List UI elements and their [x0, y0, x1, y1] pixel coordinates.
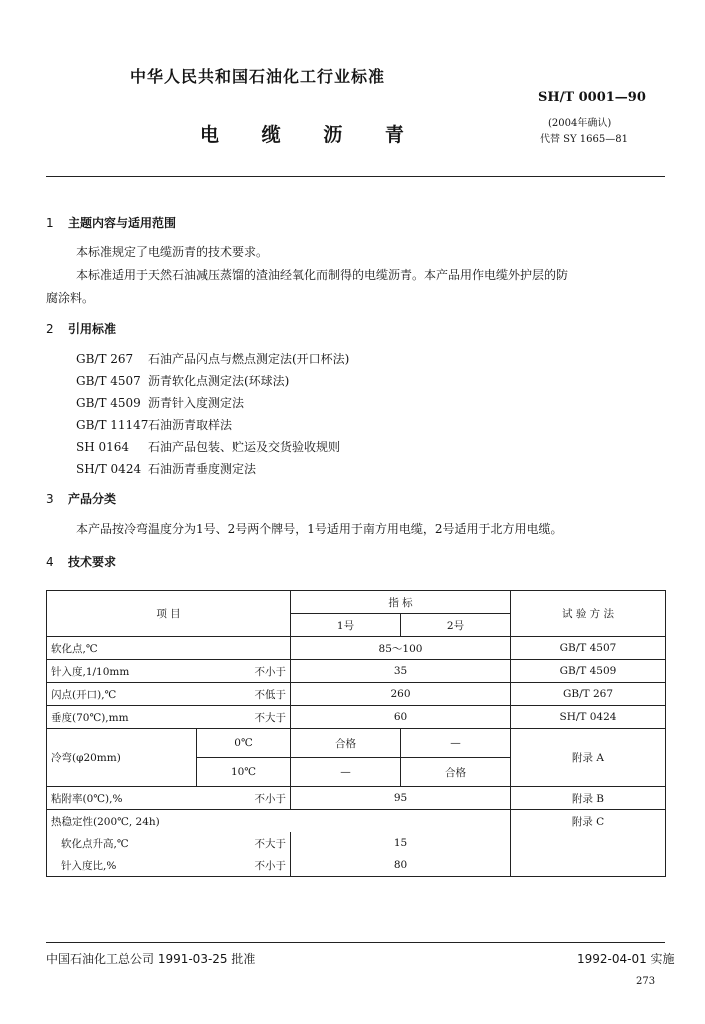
header-grade-2: 2号 — [401, 614, 511, 637]
bend-temperature: 0℃ — [197, 729, 291, 758]
item-name: 软化点升高,℃ — [47, 832, 197, 854]
index-value: 95 — [291, 787, 511, 810]
test-method: 附录 A — [511, 729, 666, 787]
standard-code: SH/T 0001—90 — [538, 90, 646, 105]
table-row — [47, 832, 666, 854]
reference-code: GB/T 11147 — [76, 418, 149, 432]
technical-requirements-table — [46, 590, 666, 877]
reference-item — [76, 372, 289, 389]
section-number: 3 — [46, 492, 54, 506]
header-item: 项 目 — [47, 591, 291, 637]
header-grade-1: 1号 — [291, 614, 401, 637]
reference-code: SH 0164 — [76, 440, 130, 454]
grade-1-value: 合格 — [291, 729, 401, 758]
grade-1-value: — — [291, 758, 401, 787]
standard-organization: 中华人民共和国石油化工行业标准 — [130, 67, 386, 86]
document-title: 电 缆 沥 青 — [200, 124, 422, 146]
reference-code: GB/T 4509 — [76, 396, 141, 410]
item-name: 针入度,1/10mm — [47, 660, 197, 683]
paragraph: 本标准适用于天然石油减压蒸馏的渣油经氧化而制得的电缆沥青。本产品用作电缆外护层的防 — [76, 268, 569, 282]
reference-title: 沥青软化点测定法(环球法) — [148, 374, 290, 388]
section-number: 2 — [46, 322, 54, 336]
item-name: 垂度(70℃),mm — [47, 706, 197, 729]
paragraph-continuation: 腐涂料。 — [46, 291, 95, 305]
section-title: 主题内容与适用范围 — [68, 216, 177, 230]
table-row — [47, 683, 666, 706]
section-2-heading — [46, 320, 116, 337]
test-method: GB/T 4509 — [511, 660, 666, 683]
section-3-heading — [46, 490, 116, 507]
test-method: SH/T 0424 — [511, 706, 666, 729]
section-number: 1 — [46, 216, 54, 230]
implementation-note: 1992-04-01 实施 — [577, 952, 675, 966]
section-title: 产品分类 — [68, 492, 117, 506]
reference-title: 石油沥青取样法 — [148, 418, 233, 432]
replaces-note: 代替 SY 1665—81 — [540, 134, 628, 145]
table-row — [47, 787, 666, 810]
item-condition: 不小于 — [197, 660, 291, 683]
section-1-heading — [46, 214, 176, 231]
index-value: 80 — [291, 854, 511, 877]
item-condition: 不大于 — [197, 832, 291, 854]
reference-item — [76, 460, 256, 477]
item-condition: 不小于 — [197, 854, 291, 877]
reference-title: 石油沥青垂度测定法 — [148, 462, 257, 476]
grade-2-value: — — [401, 729, 511, 758]
item-condition: 不小于 — [197, 787, 291, 810]
item-condition: 不大于 — [197, 706, 291, 729]
header-index: 指 标 — [291, 591, 511, 614]
test-method: 附录 B — [511, 787, 666, 810]
index-value: 85～100 — [291, 637, 511, 660]
table-row — [47, 637, 666, 660]
table-row — [47, 729, 666, 758]
reference-title: 石油产品闪点与燃点测定法(开口杯法) — [148, 352, 350, 366]
index-value: 60 — [291, 706, 511, 729]
approval-note: 中国石油化工总公司 1991-03-25 批准 — [46, 952, 256, 966]
reference-title: 沥青针入度测定法 — [148, 396, 245, 410]
table-header-row — [47, 591, 666, 614]
header-test-method: 试 验 方 法 — [511, 591, 666, 637]
table-row — [47, 660, 666, 683]
item-name: 冷弯(φ20mm) — [47, 729, 197, 787]
table-row — [47, 706, 666, 729]
table-row — [47, 854, 666, 877]
reference-code: GB/T 4507 — [76, 374, 141, 388]
item-name: 粘附率(0℃),% — [47, 787, 197, 810]
item-name: 针入度比,% — [47, 854, 197, 877]
item-condition: 不低于 — [197, 683, 291, 706]
paragraph: 本标准规定了电缆沥青的技术要求。 — [76, 245, 269, 259]
footer-divider — [46, 942, 665, 943]
test-method: 附录 C — [511, 810, 666, 833]
test-method: GB/T 267 — [511, 683, 666, 706]
index-value: 260 — [291, 683, 511, 706]
section-4-heading — [46, 553, 116, 570]
confirmation-note: (2004年确认) — [548, 118, 612, 129]
reference-item — [76, 438, 340, 455]
index-value: 15 — [291, 832, 511, 854]
header-divider — [46, 176, 665, 177]
reference-code: GB/T 267 — [76, 352, 134, 366]
section-number: 4 — [46, 555, 54, 569]
section-title: 技术要求 — [68, 555, 117, 569]
page-number: 273 — [636, 976, 656, 987]
item-name: 闪点(开口),℃ — [47, 683, 197, 706]
section-title: 引用标准 — [68, 322, 117, 336]
paragraph: 本产品按冷弯温度分为1号、2号两个牌号，1号适用于南方用电缆，2号适用于北方用电缆。 — [76, 522, 563, 536]
reference-item — [76, 416, 232, 433]
item-name: 热稳定性(200℃, 24h) — [47, 810, 511, 833]
test-method-empty — [511, 832, 666, 854]
index-value: 35 — [291, 660, 511, 683]
reference-code: SH/T 0424 — [76, 462, 142, 476]
test-method: GB/T 4507 — [511, 637, 666, 660]
reference-item — [76, 394, 244, 411]
reference-title: 石油产品包装、贮运及交货验收规则 — [148, 440, 341, 454]
table-row — [47, 810, 666, 833]
grade-2-value: 合格 — [401, 758, 511, 787]
test-method-empty — [511, 854, 666, 877]
reference-item — [76, 350, 349, 367]
item-name: 软化点,℃ — [47, 637, 291, 660]
bend-temperature: 10℃ — [197, 758, 291, 787]
